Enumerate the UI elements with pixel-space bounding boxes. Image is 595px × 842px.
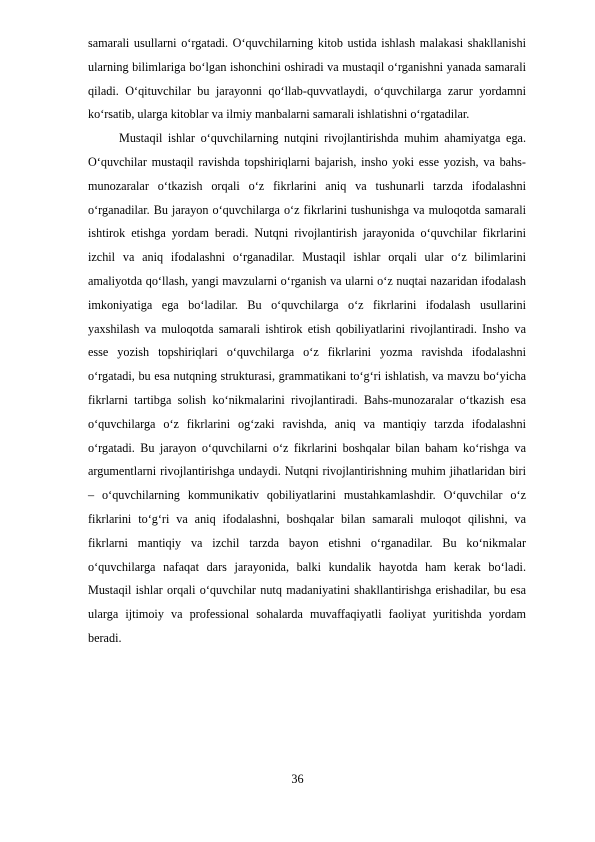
page-number: 36 <box>291 772 304 786</box>
paragraph-independent-work-speech: Mustaqil ishlar o‘quvchilarning nutqini rivojlantirishda muhim ahamiyatga ega. O‘quvchilar mustaqil ravishda topshiriqlarni bajarish, insho yoki esse yozish, va bahs-munozaralar o‘tkazish orqali o‘z fikrlarini aniq va tushunarli tarzda ifodalashni o‘rganadilar. Bu jarayon o‘quvchilarga o‘z fikrlarini tushunishga va muloqotda samarali ishtirok etishga yordam beradi. Nutqni rivojlantirish jarayonida o‘quvchilar fikrlarini izchil va aniq ifodalashni o‘rganadilar. Mustaqil ishlar orqali ular o‘z bilimlarini amaliyotda qo‘llash, yangi mavzularni o‘rganish va ularni o‘z nuqtai nazaridan ifodalash imkoniyatiga ega bo‘ladilar. Bu o‘quvchilarga o‘z fikrlarini ifodalash usullarini yaxshilash va muloqotda samarali ishtirok etish qobiliyatlarini rivojlantiradi. Insho va esse yozish topshiriqlari o‘quvchilarga o‘z fikrlarini yozma ravishda ifodalashni o‘rgatadi, bu esa nutqning strukturasi, grammatikani to‘g‘ri ishlatish, va mavzu bo‘yicha fikrlarni tartibga solish ko‘nikmalarini rivojlantiradi. Bahs-munozaralar o‘tkazish esa o‘quvchilarga o‘z fikrlarini og‘zaki ravishda, aniq va mantiqiy tarzda ifodalashni o‘rgatadi. Bu jarayon o‘quvchilarni o‘z fikrlarini boshqalar bilan baham ko‘rishga va argumentlarni rivojlantirishga undaydi. Nutqni rivojlantirishning muhim jihatlaridan biri – o‘quvchilarning kommunikativ qobiliyatlarini mustahkamlashdir. O‘quvchilar o‘z fikrlarini to‘g‘ri va aniq ifodalashni, boshqalar bilan samarali muloqot qilishni, va fikrlarni mantiqiy va izchil tarzda bayon etishni o‘rganadilar. Bu ko‘nikmalar o‘quvchilarga nafaqat dars jarayonida, balki kundalik hayotda ham kerak bo‘ladi. Mustaqil ishlar orqali o‘quvchilar nutq madaniyatini shakllantirishga erishadilar, bu esa ularga ijtimoiy va professional sohalarda muvaffaqiyatli faoliyat yuritishda yordam beradi. <box>88 131 526 645</box>
page-body <box>88 32 526 651</box>
paragraph-continuation: samarali usullarni o‘rgatadi. O‘quvchilarning kitob ustida ishlash malakasi shakllanishi ularning bilimlariga bo‘lgan ishonchini oshiradi va mustaqil o‘rganishni yanada samarali qiladi. O‘qituvchilar bu jarayonni qo‘llab-quvvatlaydi, o‘quvchilarga zarur yordamni ko‘rsatib, ularga kitoblar va ilmiy manbalarni samarali ishlatishni o‘rgatadilar. <box>88 36 526 122</box>
